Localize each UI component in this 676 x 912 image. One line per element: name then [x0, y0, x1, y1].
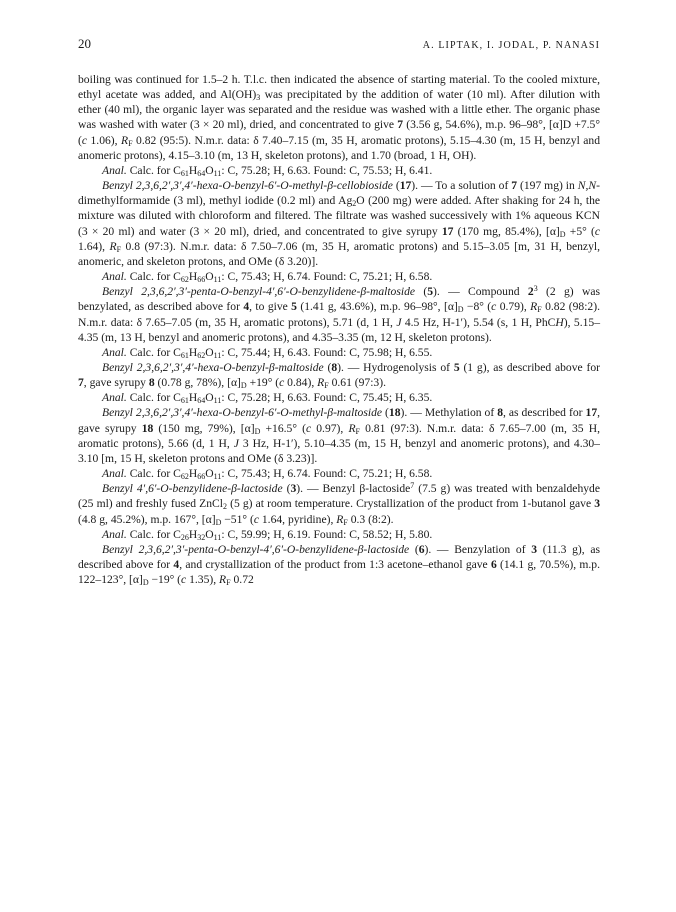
text-run: −8° ( [463, 300, 492, 314]
text-run: ). — Compound [433, 285, 528, 299]
subscript: 66 [197, 472, 206, 482]
compound-number: 18 [141, 421, 154, 435]
text-run: ), 5.15–4.35 (m, 13 H, benzyl and anomeric protons), and 4.35–3.35 (m, 12 H, skeleton protons). [78, 315, 600, 344]
text-run: ). — Benzyl β-lactoside [296, 482, 411, 496]
compound-number: 6 [490, 558, 497, 571]
text-run: ( [323, 360, 332, 374]
italic-text: c [81, 133, 88, 147]
text-run: 0.82 (95:5). N.m.r. data: δ 7.40–7.15 (m, 35 H, aromatic protons), 5.15–4.30 (m, 15 H, benzyl and anomeric protons), 4.15–3.10 (m, 13 H, skeleton protons), and 1.70 (broad, 1 H, OH). [78, 133, 600, 162]
compound-number: 5 [291, 300, 297, 314]
compound-number: 8 [331, 360, 338, 374]
paragraph-p6 [78, 345, 600, 360]
text-run: ( [415, 285, 428, 299]
italic-text: Anal. [102, 391, 127, 405]
italic-text: Benzyl 2,3,6,2′,3′-penta-O-benzyl-4′,6′-O-benzylidene-β-lactoside [102, 542, 410, 556]
italic-text: Benzyl 2,3,6,2′,3′,4′-hexa-O-benzyl-6′-O-methyl-β-cellobioside [102, 179, 393, 193]
text-run: 0.81 (97:3). N.m.r. data: δ 7.65–7.00 (m, 35 H, aromatic protons), 5.66 (d, 1 H, [78, 421, 600, 450]
text-run: : C, 75.43; H, 6.74. Found: C, 75.21; H, 6.58. [221, 270, 433, 284]
subscript: 62 [197, 350, 206, 360]
compound-number: 2 [527, 285, 534, 299]
subscript: F [324, 381, 329, 391]
subscript: 11 [213, 168, 222, 178]
text-run: 0.61 (97:3). [328, 376, 386, 390]
text-run: 1.64), [78, 239, 110, 253]
text-run: 0.82 (98:2). N.m.r. data: δ 7.65–7.05 (m, 35 H, aromatic protons), 5.71 (d, 1 H, [78, 300, 600, 329]
paragraph-p4 [78, 269, 600, 284]
subscript: 64 [197, 168, 206, 178]
text-run: +19° ( [246, 376, 280, 390]
text-run: O [205, 270, 214, 284]
text-run: : C, 75.28; H, 6.63. Found: C, 75.45; H, 6.35. [221, 391, 433, 405]
compound-number: 4 [243, 300, 250, 314]
text-run: (4.8 g, 45.2%), m.p. 167°, [α] [78, 512, 216, 526]
text-run: ). — Benzylation of [424, 542, 532, 556]
text-run: , to give [249, 300, 292, 314]
compound-number: 3 [531, 542, 538, 556]
text-run: Calc. for C [126, 270, 181, 284]
text-run: 1.64, pyridine), [258, 512, 337, 526]
italic-text: R [109, 239, 117, 253]
subscript: D [254, 426, 261, 436]
subscript: 11 [213, 350, 222, 360]
compound-number: 8 [148, 376, 155, 390]
subscript: 3 [256, 93, 261, 103]
subscript: F [226, 578, 231, 588]
subscript: 64 [197, 396, 206, 406]
text-run: , gave syrupy [83, 376, 149, 390]
text-run: O [205, 391, 214, 405]
text-run: , and crystallization of the product from 1:3 acetone–ethanol gave [179, 558, 491, 571]
italic-text: R [348, 421, 356, 435]
text-run: H [188, 391, 198, 405]
compound-number: 7 [78, 376, 84, 390]
italic-text: Anal. [102, 270, 127, 284]
paragraph-p5 [78, 284, 600, 345]
compound-number: 17 [585, 406, 598, 420]
page-header [78, 36, 600, 58]
text-run: 3 Hz, H-1′), 5.10–4.35 (m, 15 H, benzyl and anomeric protons), and 4.30–3.10 [m, 15 H, skeleton protons and OMe (δ 3.23)]. [78, 436, 600, 465]
paragraph-p13 [78, 542, 600, 587]
text-run: 1.06), [87, 133, 122, 147]
subscript: F [128, 138, 133, 148]
superscript: 7 [410, 481, 415, 491]
compound-number: 18 [388, 406, 401, 420]
text-run: : C, 75.44; H, 6.43. Found: C, 75.98; H, 6.55. [221, 345, 433, 359]
text-run: H [188, 270, 198, 284]
italic-text: Anal. [102, 527, 127, 541]
subscript: 26 [180, 532, 189, 542]
text-run: −19° ( [148, 573, 182, 587]
compound-number: 6 [418, 542, 425, 556]
italic-text: c [594, 224, 601, 238]
text-run: ( [282, 482, 291, 496]
subscript: 32 [197, 532, 206, 542]
text-run: O [205, 163, 214, 177]
text-run: was precipitated by the addition of water (10 ml). After dilution with ether (40 ml), the organic layer was separated and the residue was washed with a little ether. The organic phase was washed with water (3 × 20 ml), dried, and concentrated to give [78, 88, 600, 132]
text-run: (1.41 g, 43.6%), m.p. 96–98°, [α] [296, 300, 458, 314]
text-run: : C, 75.28; H, 6.63. Found: C, 75.53; H, 6.41. [221, 163, 433, 177]
text-run: ( [409, 542, 419, 556]
text-run: (5 g) at room temperature. Crystallization of the product from 1-butanol gave [227, 497, 595, 511]
paragraph-p2 [78, 163, 600, 178]
subscript: 11 [213, 532, 222, 542]
text-run: 4.5 Hz, H-1′), 5.54 (s, 1 H, PhC [401, 315, 556, 329]
italic-text: Benzyl 4′,6′-O-benzylidene-β-lactoside [102, 482, 283, 496]
text-run: 0.72 [230, 573, 254, 587]
text-run: : C, 75.43; H, 6.74. Found: C, 75.21; H, 6.58. [221, 467, 433, 481]
subscript: F [355, 426, 360, 436]
text-run: ). — Hydrogenolysis of [337, 360, 454, 374]
text-run: Calc. for C [126, 163, 181, 177]
italic-text: Benzyl 2,3,6,2′,3′,4′-hexa-O-benzyl-6′-O-methyl-β-maltoside [102, 406, 383, 420]
text-run: (14.1 g, 70.5%), m.p. 122–123°, [α] [78, 558, 600, 587]
italic-text: N,N [577, 179, 597, 193]
subscript: 11 [213, 275, 222, 285]
text-run: (2 g) was benzylated, as described above for [78, 285, 600, 314]
paragraph-p1 [78, 72, 600, 163]
compound-number: 7 [397, 118, 404, 132]
text-run: ( [392, 179, 400, 193]
superscript: 3 [533, 284, 538, 294]
text-run: 0.84), [284, 376, 318, 390]
text-run: (3.56 g, 54.6%), m.p. 96–98°, [α]D +7.5° ( [78, 118, 600, 147]
text-run: (0.78 g, 78%), [α] [154, 376, 241, 390]
subscript: 62 [180, 275, 189, 285]
italic-text: H [555, 315, 564, 329]
text-run: 0.3 (8:2). [347, 512, 394, 526]
text-run: 1.35), [186, 573, 220, 587]
subscript: D [215, 517, 222, 527]
subscript: F [343, 517, 348, 527]
text-run: Calc. for C [126, 467, 181, 481]
italic-text: Anal. [102, 467, 127, 481]
italic-text: Benzyl 2,3,6,2′,3′,4′-hexa-O-benzyl-β-maltoside [102, 360, 324, 374]
subscript: 11 [213, 396, 222, 406]
article-body [78, 72, 600, 587]
subscript: 66 [197, 275, 206, 285]
subscript: 61 [180, 396, 189, 406]
compound-number: 7 [511, 179, 518, 193]
subscript: 61 [180, 350, 189, 360]
compound-number: 3 [594, 497, 600, 511]
text-run: boiling was continued for 1.5–2 h. T.l.c. then indicated the absence of starting material. To the cooled mixture, ethyl acetate was added, and Al(OH) [78, 73, 600, 102]
text-run: H [188, 163, 198, 177]
compound-number: 17 [399, 179, 412, 193]
text-run: +16.5° ( [260, 421, 306, 435]
italic-text: R [219, 573, 227, 587]
subscript: 61 [180, 168, 189, 178]
subscript: D [240, 381, 247, 391]
italic-text: R [317, 376, 325, 390]
italic-text: c [181, 573, 187, 587]
paragraph-p8 [78, 390, 600, 405]
text-run: , as described for [503, 406, 586, 420]
italic-text: Anal. [102, 345, 127, 359]
subscript: 62 [180, 472, 189, 482]
text-run: (170 mg, 85.4%), [α] [453, 224, 560, 238]
subscript: 11 [213, 472, 222, 482]
compound-number: 4 [173, 558, 180, 571]
text-run: 0.97), [311, 421, 349, 435]
text-run: Calc. for C [126, 345, 181, 359]
compound-number: 5 [453, 360, 460, 374]
text-run: ). — To a solution of [411, 179, 512, 193]
text-run: ). — Methylation of [400, 406, 498, 420]
paragraph-p11 [78, 481, 600, 526]
text-run: ( [382, 406, 389, 420]
text-run: Calc. for C [126, 527, 181, 541]
italic-text: Benzyl 2,3,6,2′,3′-penta-O-benzyl-4′,6′-O-benzylidene-β-maltoside [102, 285, 416, 299]
subscript: D [457, 305, 464, 315]
italic-text: Anal. [102, 163, 127, 177]
text-run: H [188, 345, 198, 359]
italic-text: R [336, 512, 344, 526]
italic-text: c [305, 421, 312, 435]
paragraph-p3 [78, 178, 600, 269]
text-run: +5° ( [565, 224, 595, 238]
compound-number: 5 [427, 285, 434, 299]
running-head-authors: A. LIPTAK, I. JODAL, P. NANASI [422, 40, 600, 51]
text-run: Calc. for C [126, 391, 181, 405]
subscript: 2 [223, 502, 227, 512]
text-run: (1 g), as described above for [459, 360, 601, 374]
subscript: D [142, 578, 149, 588]
text-run: O [205, 527, 214, 541]
text-run: O [205, 345, 214, 359]
text-run: 0.8 (97:3). N.m.r. data: δ 7.50–7.06 (m, 35 H, aromatic protons) and 5.15–3.05 [m, 31 H, benzyl, anomeric, and skeleton protons, and OMe (δ 3.20)]. [78, 239, 600, 268]
paragraph-p7 [78, 360, 600, 390]
text-run: O [205, 467, 214, 481]
text-run: (150 mg, 79%), [α] [153, 421, 255, 435]
italic-text: R [121, 133, 129, 147]
page-number: 20 [78, 36, 91, 51]
subscript: F [116, 244, 122, 254]
text-run: : C, 59.99; H, 6.19. Found: C, 58.52; H, 5.80. [221, 527, 433, 541]
text-run: H [188, 467, 198, 481]
text-run: 0.79), [496, 300, 531, 314]
text-run: −51° ( [221, 512, 254, 526]
compound-number: 8 [497, 406, 503, 420]
text-run: , gave syrupy [78, 406, 601, 435]
compound-number: 17 [441, 224, 454, 238]
text-run: -dimethylformamide (3 ml), methyl iodide (0.2 ml) and Ag [78, 179, 600, 208]
text-run: H [188, 527, 198, 541]
italic-text: c [491, 300, 497, 314]
text-run: O (200 mg) were added. After shaking for 24 h, the mixture was diluted with chloroform and filtered. The filtrate was washed successively with 1% aqueous KCN (3 × 20 ml) and water (3 × 20 ml), dried, and concentrated to give syrupy [78, 194, 601, 238]
text-run: (11.3 g), as described above for [78, 542, 600, 571]
italic-text: J [233, 436, 239, 450]
text-run: (197 mg) in [517, 179, 578, 193]
compound-number: 3 [290, 482, 297, 496]
subscript: D [559, 229, 566, 239]
subscript: F [537, 305, 542, 315]
text-run: (7.5 g) was treated with benzaldehyde (25 ml) and freshly fused ZnCl [78, 482, 600, 511]
subscript: 2 [352, 199, 357, 209]
journal-page [78, 36, 600, 587]
italic-text: c [253, 512, 259, 526]
paragraph-p12 [78, 527, 600, 542]
paragraph-p9 [78, 405, 600, 466]
italic-text: c [279, 376, 285, 390]
italic-text: J [396, 315, 402, 329]
paragraph-p10 [78, 466, 600, 481]
italic-text: R [530, 300, 538, 314]
